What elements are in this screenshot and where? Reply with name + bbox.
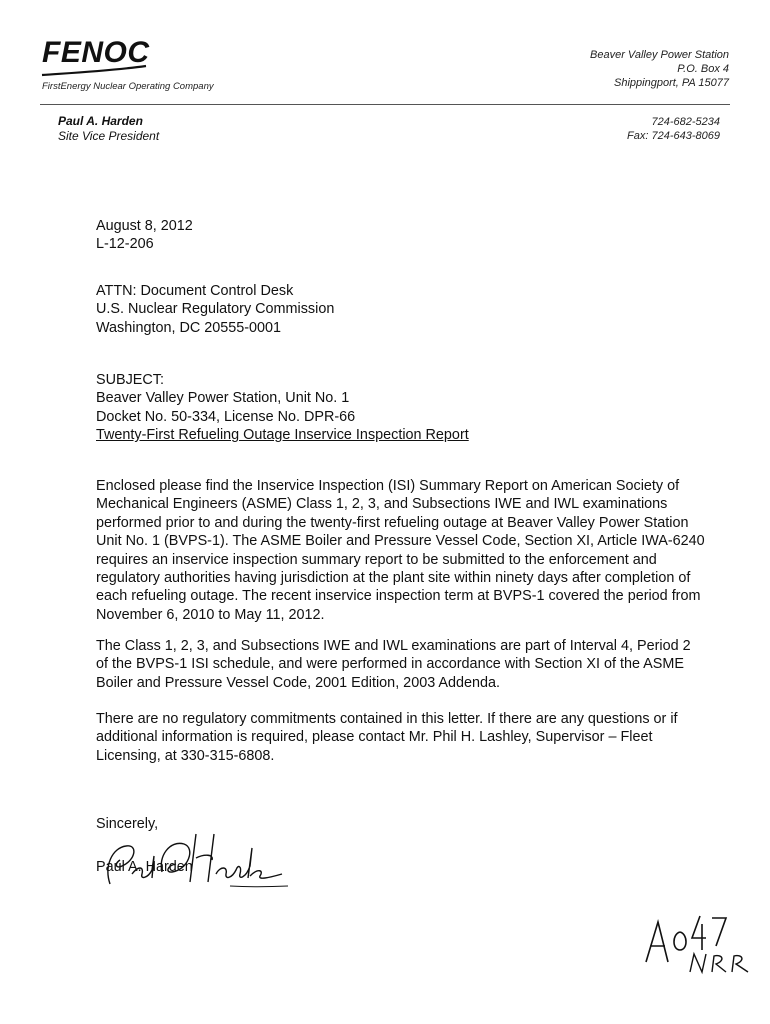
subject-line-3: Twenty-First Refueling Outage Inservice Inspection Report: [96, 427, 469, 444]
subject-line-2: Docket No. 50-334, License No. DPR-66: [96, 408, 356, 425]
closing: Sincerely,: [96, 816, 159, 832]
letter-reference: L-12-206: [96, 236, 154, 253]
letter-date: August 8, 2012: [96, 218, 193, 234]
header-divider: [40, 104, 730, 105]
paragraph-3: There are no regulatory commitments contained in this letter. If there are any questions or if additional information is required, please contact Mr. Phil H. Lashley, Supervisor – Fleet Licensing, at 330-315-6808.: [96, 711, 678, 764]
recipient-address: Washington, DC 20555-0001: [96, 319, 282, 336]
sender-fax: Fax: 724-643-8069: [627, 130, 720, 142]
sender-block: [58, 114, 159, 144]
signer-name: Paul A. Harden: [96, 859, 193, 875]
recipient-attn: ATTN: Document Control Desk: [96, 283, 294, 299]
company-name: FirstEnergy Nuclear Operating Company: [42, 81, 214, 92]
logo-swoosh: [40, 64, 150, 78]
subject-line-1: Beaver Valley Power Station, Unit No. 1: [96, 390, 350, 407]
recipient-agency: U.S. Nuclear Regulatory Commission: [96, 301, 335, 318]
station-name: Beaver Valley Power Station: [590, 49, 729, 61]
station-po-box: P.O. Box 4: [677, 63, 729, 75]
station-address: [590, 48, 729, 90]
paragraph-2: The Class 1, 2, 3, and Subsections IWE and IWL examinations are part of Interval 4, Period 2 of the BVPS-1 ISI schedule, and were performed in accordance with Section XI of the ASME Boiler and Pressure Vessel Code, 2001 Edition, 2003 Addenda.: [96, 638, 691, 691]
date-block: [96, 217, 193, 254]
sender-title: Site Vice President: [58, 129, 160, 143]
subject-label: SUBJECT:: [96, 372, 164, 388]
sender-contact: [627, 115, 720, 143]
handwritten-routing-note: [640, 910, 760, 980]
company-logo: FENOC: [42, 36, 150, 69]
paragraph-1: Enclosed please find the Inservice Inspection (ISI) Summary Report on American Society of Mechanical Engineers (ASME) Class 1, 2, 3, and Subsections IWE and IWL examinations performed prior to and during the twenty-first refueling outage at Beaver Valley Power Station Unit No. 1 (BVPS-1). The ASME Boiler and Pressure Vessel Code, Section XI, Article IWA-6240 requires an inservice inspection summary report to be submitted to the enforcement and regulatory authorities having jurisdiction at the plant site within ninety days after completion of each refueling outage. The recent inservice inspection term at BVPS-1 covered the period from November 6, 2010 to May 11, 2012.: [96, 478, 705, 623]
subject-block: [96, 371, 469, 445]
sender-name: Paul A. Harden: [58, 114, 143, 128]
station-city: Shippingport, PA 15077: [614, 77, 729, 89]
sender-phone: 724-682-5234: [651, 116, 720, 128]
recipient-block: [96, 282, 334, 337]
